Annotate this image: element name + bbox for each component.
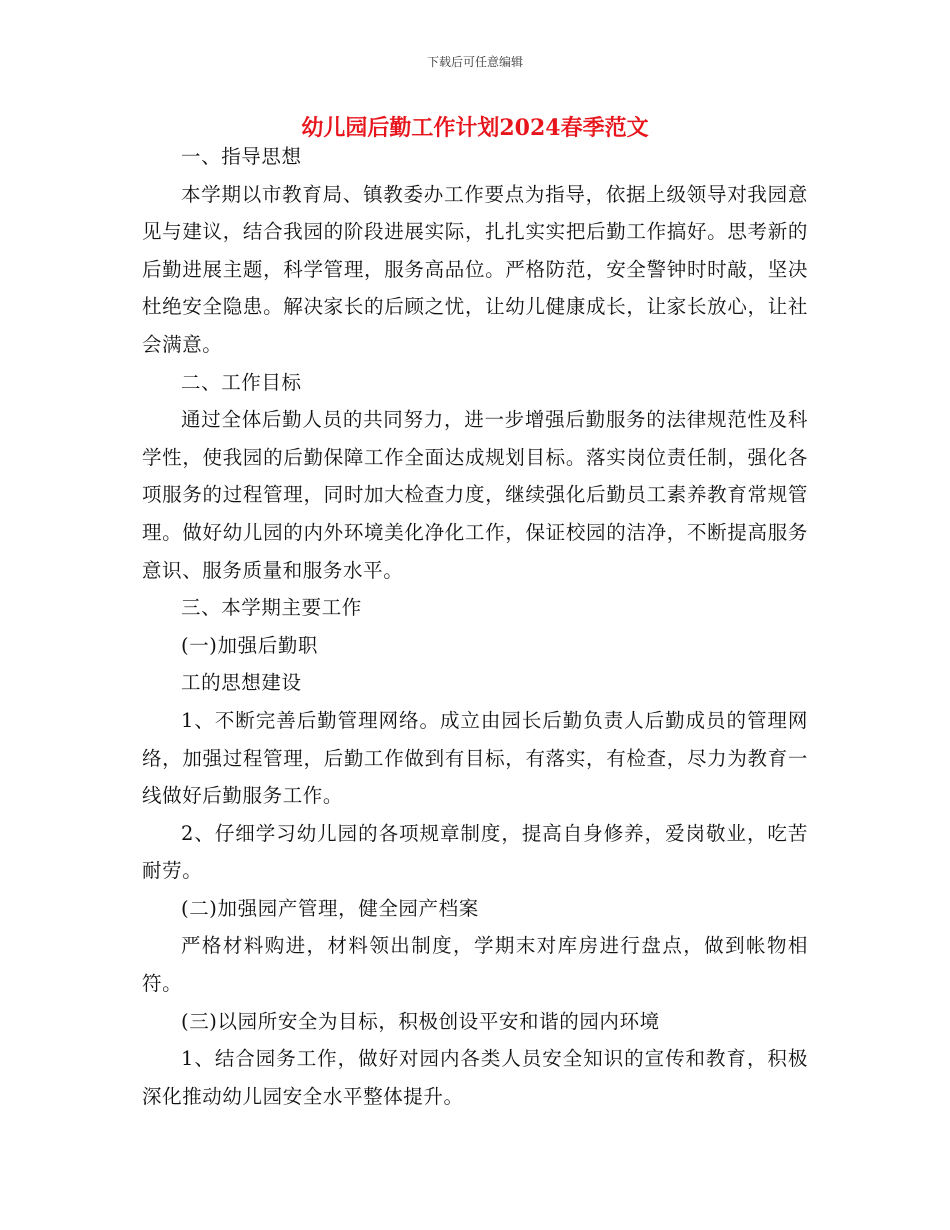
document-title: 幼儿园后勤工作计划2024春季范文 [301,115,649,141]
paragraph-item-1: 1、不断完善后勤管理网络。成立由园长后勤负责人后勤成员的管理网络，加强过程管理，后勤工作做到有目标，有落实，有检查，尽力为教育一线做好后勤服务工作。 [142,708,808,808]
paragraph-asset-management: 严格材料购进，材料领出制度，学期末对库房进行盘点，做到帐物相符。 [142,934,808,996]
paragraph-item-2: 2、仔细学习幼儿园的各项规章制度，提高自身修养，爱岗敬业，吃苦耐劳。 [142,821,808,883]
paragraph-guiding-ideology: 本学期以市教育局、镇教委办工作要点为指导，依据上级领导对我园意见与建议，结合我园的阶段进展实际，扎扎实实把后勤工作搞好。思考新的后勤进展主题，科学管理，服务高品位。严格防范，安全警钟时时敲，坚决杜绝安全隐患。解决家长的后顾之忧，让幼儿健康成长，让家长放心，让社会满意。 [142,182,808,356]
subheading-1-part1: (一)加强后勤职 [181,633,319,657]
subheading-1-part2: 工的思想建设 [181,671,302,695]
heading-main-work: 三、本学期主要工作 [181,596,362,620]
heading-work-goals: 二、工作目标 [181,370,302,394]
document-body [142,138,808,1115]
paragraph-work-goals: 通过全体后勤人员的共同努力，进一步增强后勤服务的法律规范性及科学性，使我园的后勤保障工作全面达成规划目标。落实岗位责任制，强化各项服务的过程管理，同时加大检查力度，继续强化后勤员工素养教育常规管理。做好幼儿园的内外环境美化净化工作，保证校园的洁净，不断提高服务意识、服务质量和服务水平。 [142,408,808,582]
header-note: 下载后可任意编辑 [426,55,523,69]
heading-guiding-ideology: 一、指导思想 [181,145,302,168]
subheading-3: (三)以园所安全为目标，积极创设平安和谐的园内环境 [181,1009,660,1033]
paragraph-safety-1: 1、结合园务工作，做好对园内各类人员安全知识的宣传和教育，积极深化推动幼儿园安全水平整体提升。 [142,1047,808,1108]
subheading-2: (二)加强园产管理，健全园产档案 [181,896,479,920]
